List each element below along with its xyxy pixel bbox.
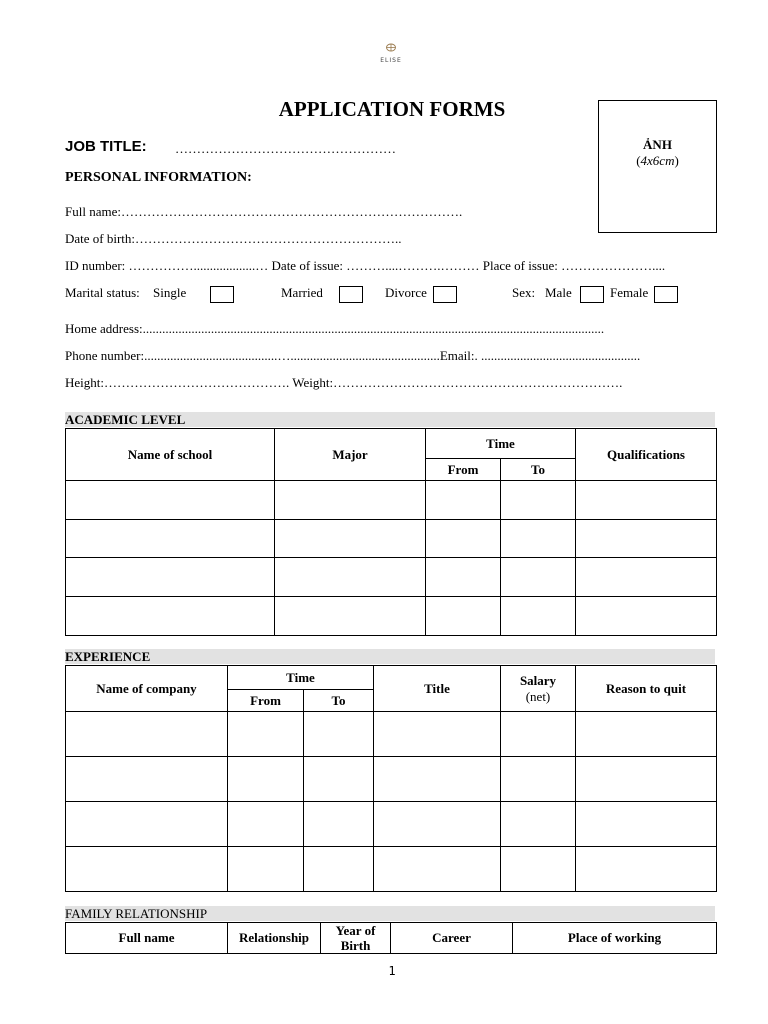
- col-header-full-name: Full name: [66, 923, 228, 954]
- col-header-from: From: [426, 459, 501, 481]
- col-header-company: Name of company: [66, 666, 228, 712]
- female-label: Female: [610, 285, 649, 300]
- male-checkbox[interactable]: [580, 285, 604, 303]
- id-number-row[interactable]: ID number: ……………...................… Date of issue: ………....……….……… Place of issue: …………………....: [65, 258, 666, 273]
- divorce-label: Divorce: [385, 285, 427, 300]
- col-header-to: To: [501, 459, 576, 481]
- photo-size: (4x6cm): [636, 153, 679, 168]
- female-checkbox[interactable]: [654, 285, 678, 303]
- col-header-from: From: [228, 690, 304, 712]
- year-of-birth-line1: Year of: [335, 923, 376, 938]
- divorce-checkbox[interactable]: [433, 285, 457, 303]
- height-weight-row[interactable]: Height:……………………………………. Weight:………………………………………………………….: [65, 375, 623, 390]
- date-of-birth-field[interactable]: Date of birth:……………………………………………………..: [65, 231, 402, 246]
- job-title-field[interactable]: ……………………………………………: [175, 141, 396, 156]
- table-row: [66, 558, 717, 597]
- sex-label: Sex:: [512, 285, 536, 300]
- page-title: APPLICATION FORMS: [278, 97, 506, 121]
- personal-info-heading: PERSONAL INFORMATION:: [65, 170, 252, 185]
- experience-heading: EXPERIENCE: [65, 649, 715, 664]
- table-row: [66, 481, 717, 520]
- company-logo: [369, 40, 413, 74]
- col-header-relationship: Relationship: [228, 923, 321, 954]
- family-table: [65, 922, 717, 954]
- logo-text: ELISE: [380, 57, 402, 64]
- col-header-time: Time: [228, 666, 374, 690]
- photo-label: ẢNH: [643, 137, 672, 152]
- single-checkbox[interactable]: [210, 285, 234, 303]
- col-header-year-of-birth: [321, 923, 391, 954]
- col-header-qualifications: Qualifications: [576, 429, 717, 481]
- table-row: [66, 802, 717, 847]
- experience-table: [65, 665, 717, 892]
- marital-status-label: Marital status:: [65, 285, 140, 300]
- col-header-major: Major: [275, 429, 426, 481]
- salary-label: Salary: [519, 672, 557, 688]
- col-header-to: To: [304, 690, 374, 712]
- col-header-place-of-working: Place of working: [513, 923, 717, 954]
- col-header-title: Title: [374, 666, 501, 712]
- table-row: [66, 847, 717, 892]
- academic-heading: ACADEMIC LEVEL: [65, 412, 715, 427]
- col-header-reason: Reason to quit: [576, 666, 717, 712]
- col-header-time: Time: [426, 429, 576, 459]
- page-number: 1: [388, 964, 396, 978]
- photo-box[interactable]: [598, 100, 717, 233]
- married-label: Married: [281, 285, 323, 300]
- full-name-field[interactable]: Full name:…………………………………………………………………….: [65, 204, 463, 219]
- table-row: [66, 597, 717, 636]
- logo-mark-icon: [385, 43, 397, 52]
- table-row: [66, 757, 717, 802]
- phone-email-row[interactable]: Phone number:.........................................…..............................................Email:. .................................................: [65, 348, 641, 363]
- married-checkbox[interactable]: [339, 285, 363, 303]
- academic-table: [65, 428, 717, 636]
- job-title-label: JOB TITLE:: [65, 138, 147, 155]
- col-header-career: Career: [391, 923, 513, 954]
- salary-net-label: (net): [525, 688, 551, 704]
- male-label: Male: [545, 285, 572, 300]
- col-header-school: Name of school: [66, 429, 275, 481]
- single-label: Single: [153, 285, 187, 300]
- home-address-field[interactable]: Home address:..............................................................................................................................................: [65, 321, 605, 336]
- table-row: [66, 520, 717, 558]
- col-header-salary: [501, 666, 576, 712]
- family-heading: FAMILY RELATIONSHIP: [65, 906, 715, 921]
- year-of-birth-line2: Birth: [340, 938, 371, 953]
- table-row: [66, 712, 717, 757]
